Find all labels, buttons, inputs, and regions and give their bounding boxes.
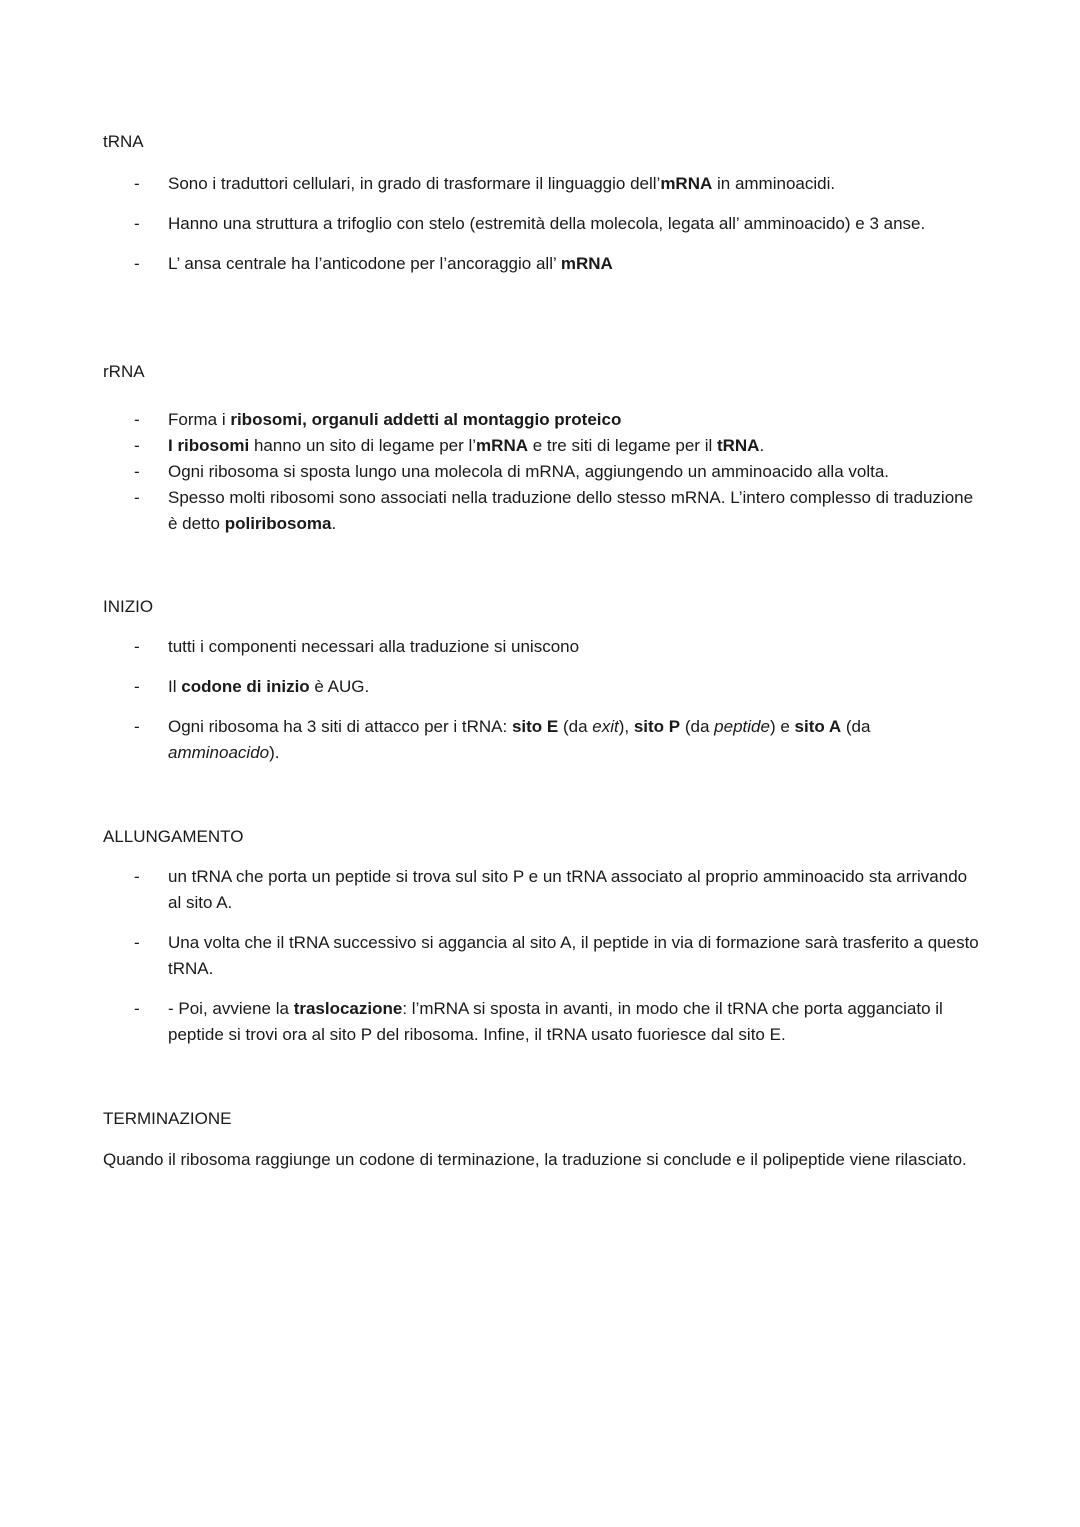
section-inizio	[103, 596, 983, 766]
list-item	[103, 459, 983, 485]
list-item-text	[168, 867, 967, 912]
list-inizio	[103, 634, 983, 766]
list-item	[103, 211, 983, 237]
text-run: L’ ansa centrale ha l’anticodone per l’ancoraggio all’	[168, 254, 561, 273]
text-run: .	[331, 514, 337, 533]
bullet-dash: -	[134, 436, 140, 455]
section-heading-allungamento: ALLUNGAMENTO	[103, 827, 244, 846]
bold-text: sito P	[633, 717, 681, 736]
list-item	[103, 407, 983, 433]
bold-text: sito E	[511, 717, 559, 736]
list-item	[103, 171, 983, 197]
list-item	[103, 674, 983, 700]
list-item	[103, 864, 983, 916]
bullet-dash: -	[134, 867, 140, 886]
text-run: hanno un sito di legame per l’	[249, 436, 477, 455]
bullet-dash: -	[134, 174, 140, 193]
bold-text: ribosomi, organuli addetti al montaggio proteico	[230, 410, 622, 429]
section-rrna	[103, 361, 983, 537]
section-terminazione	[103, 1108, 983, 1173]
list-item-text	[168, 488, 973, 533]
bullet-dash: -	[134, 214, 140, 233]
text-run: Spesso molti ribosomi sono associati nella traduzione dello stesso mRNA. L’intero complesso di traduzione è detto	[168, 488, 974, 533]
text-run: Ogni ribosoma si sposta lungo una molecola di mRNA, aggiungendo un amminoacido alla volta.	[168, 462, 890, 481]
list-item-text	[168, 999, 943, 1044]
text-run: e tre siti di legame per il	[528, 436, 717, 455]
text-run: è AUG.	[309, 677, 370, 696]
italic-text: amminoacido	[168, 743, 270, 762]
bullet-dash: -	[134, 677, 140, 696]
text-run: Forma i	[168, 410, 231, 429]
list-trna	[103, 171, 983, 277]
bold-text: I ribosomi	[168, 436, 250, 455]
bullet-dash: -	[134, 410, 140, 429]
list-item	[103, 714, 983, 766]
bold-text: poliribosoma	[224, 514, 332, 533]
text-run: un tRNA che porta un peptide si trova sul sito P e un tRNA associato al proprio amminoacido sta arrivando al sito A.	[168, 867, 968, 912]
bullet-dash: -	[134, 637, 140, 656]
text-run: ).	[269, 743, 280, 762]
section-heading-terminazione: TERMINAZIONE	[103, 1109, 232, 1128]
paragraph-terminazione	[103, 1147, 983, 1173]
section-allungamento	[103, 826, 983, 1048]
list-item	[103, 251, 983, 277]
list-item-text	[168, 717, 870, 762]
text-run: - Poi, avviene la	[168, 999, 294, 1018]
text-run: (da	[841, 717, 871, 736]
list-item	[103, 485, 983, 537]
bullet-dash: -	[134, 462, 140, 481]
section-heading-inizio: INIZIO	[103, 597, 154, 616]
bullet-dash: -	[134, 999, 140, 1018]
bullet-dash: -	[134, 717, 140, 736]
text-run: Una volta che il tRNA successivo si aggancia al sito A, il peptide in via di formazione sarà trasferito a questo tRNA.	[168, 933, 979, 978]
list-allungamento	[103, 864, 983, 1048]
list-item-text	[168, 462, 889, 481]
bold-text: mRNA	[660, 174, 713, 193]
list-item	[103, 433, 983, 459]
text-run: Quando il ribosoma raggiunge un codone di terminazione, la traduzione si conclude e il polipeptide viene rilasciato.	[103, 1150, 967, 1169]
text-run: tutti i componenti necessari alla traduzione si uniscono	[168, 637, 580, 656]
bold-text: tRNA	[716, 436, 760, 455]
list-item	[103, 930, 983, 982]
list-item-text	[168, 436, 764, 455]
bold-text: codone di inizio	[181, 677, 310, 696]
section-trna	[103, 131, 983, 277]
text-run: (da	[558, 717, 593, 736]
italic-text: peptide	[714, 717, 770, 736]
text-run: Ogni ribosoma ha 3 siti di attacco per i tRNA:	[168, 717, 512, 736]
text-run: Il	[168, 677, 182, 696]
list-item	[103, 634, 983, 660]
list-rrna	[103, 407, 983, 537]
text-run: : l’mRNA si sposta in avanti, in modo che il tRNA che porta agganciato il peptide si trovi ora al sito P del ribosoma. Infine, il tRNA usato fuoriesce dal sito E.	[168, 999, 943, 1044]
text-run: ) e	[769, 717, 795, 736]
text-run: in amminoacidi.	[712, 174, 836, 193]
section-heading-trna: tRNA	[103, 132, 144, 151]
list-item-text	[168, 637, 579, 656]
text-run: (da	[680, 717, 715, 736]
bold-text: mRNA	[476, 436, 528, 455]
list-item-text	[168, 214, 925, 233]
list-item	[103, 996, 983, 1048]
list-item-text	[168, 410, 621, 429]
bold-text: sito A	[794, 717, 842, 736]
list-item-text	[168, 254, 613, 273]
text-run: Hanno una struttura a trifoglio con stelo (estremità della molecola, legata all’ amminoacido) e 3 anse.	[168, 214, 926, 233]
bold-text: traslocazione	[293, 999, 403, 1018]
list-item-text	[168, 677, 369, 696]
italic-text: exit	[592, 717, 619, 736]
bullet-dash: -	[134, 933, 140, 952]
list-item-text	[168, 933, 979, 978]
text-run: ),	[618, 717, 634, 736]
text-run: .	[759, 436, 765, 455]
bullet-dash: -	[134, 488, 140, 507]
text-run: Sono i traduttori cellulari, in grado di trasformare il linguaggio dell’	[168, 174, 661, 193]
bold-text: mRNA	[560, 254, 613, 273]
bullet-dash: -	[134, 254, 140, 273]
section-heading-rrna: rRNA	[103, 362, 145, 381]
list-item-text	[168, 174, 835, 193]
